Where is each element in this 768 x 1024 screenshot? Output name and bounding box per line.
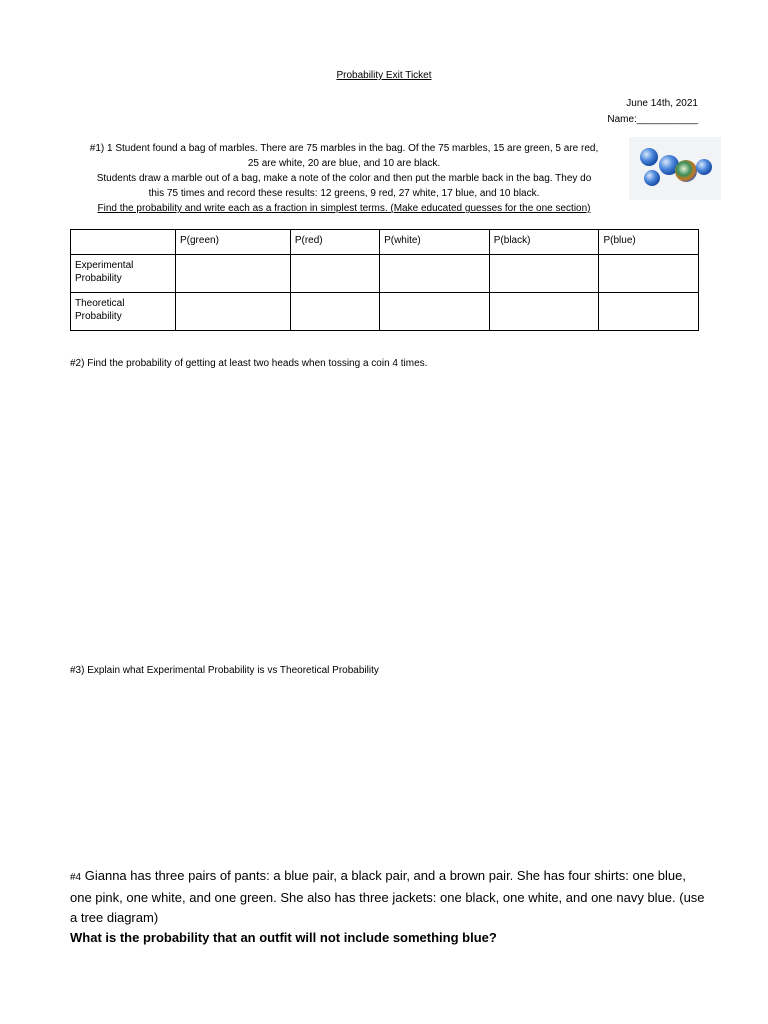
table-row: [71, 255, 699, 293]
question-1: [64, 141, 624, 216]
q1-instruction: Find the probability and write each as a fraction in simplest terms. (Make educated guesses for the one section): [97, 203, 591, 214]
marbles-image: [629, 137, 721, 200]
question-3: #3) Explain what Experimental Probability is vs Theoretical Probability: [70, 665, 379, 676]
worksheet-title: Probability Exit Ticket: [336, 70, 432, 81]
table-header-cell: [71, 230, 176, 255]
marble: [644, 170, 660, 186]
name-field: Name:___________: [607, 114, 698, 125]
q4-question: What is the probability that an outfit will not include something blue?: [70, 930, 497, 945]
answer-cell[interactable]: [599, 255, 699, 293]
answer-cell[interactable]: [176, 255, 291, 293]
q4-number: #4: [70, 872, 82, 883]
answer-cell[interactable]: [599, 293, 699, 331]
table-header-cell: P(blue): [599, 230, 699, 255]
marble: [696, 159, 712, 175]
marble: [675, 160, 697, 182]
table-header-cell: P(green): [176, 230, 291, 255]
table-header-cell: P(black): [489, 230, 599, 255]
answer-cell[interactable]: [380, 293, 490, 331]
row-label: Theoretical Probability: [71, 293, 176, 331]
probability-table: [70, 229, 699, 331]
answer-cell[interactable]: [290, 255, 379, 293]
answer-cell[interactable]: [176, 293, 291, 331]
marbles-illustration: [629, 137, 721, 200]
q1-line-2: 25 are white, 20 are blue, and 10 are black.: [247, 158, 441, 169]
date: June 14th, 2021: [626, 98, 698, 109]
question-4: [70, 866, 710, 948]
q4-text: Gianna has three pairs of pants: a blue pair, a black pair, and a brown pair. She has four shirts: one blue, one pink, one white, and one green. She also has three jackets: one black, one white, and one navy blue. (use a tree diagram): [70, 868, 705, 925]
q1-line-1: #1) 1 Student found a bag of marbles. There are 75 marbles in the bag. Of the 75 marbles, 15 are green, 5 are red,: [89, 143, 599, 154]
table-header-row: [71, 230, 699, 255]
q1-line-4: this 75 times and record these results: 12 greens, 9 red, 27 white, 17 blue, and 10 black.: [148, 188, 540, 199]
answer-cell[interactable]: [380, 255, 490, 293]
answer-cell[interactable]: [290, 293, 379, 331]
marble: [640, 148, 658, 166]
answer-cell[interactable]: [489, 293, 599, 331]
table-header-cell: P(red): [290, 230, 379, 255]
question-2: #2) Find the probability of getting at least two heads when tossing a coin 4 times.: [70, 358, 428, 369]
table-row: [71, 293, 699, 331]
q1-line-3: Students draw a marble out of a bag, make a note of the color and then put the marble back in the bag. They do: [96, 173, 592, 184]
table-header-cell: P(white): [380, 230, 490, 255]
row-label: Experimental Probability: [71, 255, 176, 293]
answer-cell[interactable]: [489, 255, 599, 293]
